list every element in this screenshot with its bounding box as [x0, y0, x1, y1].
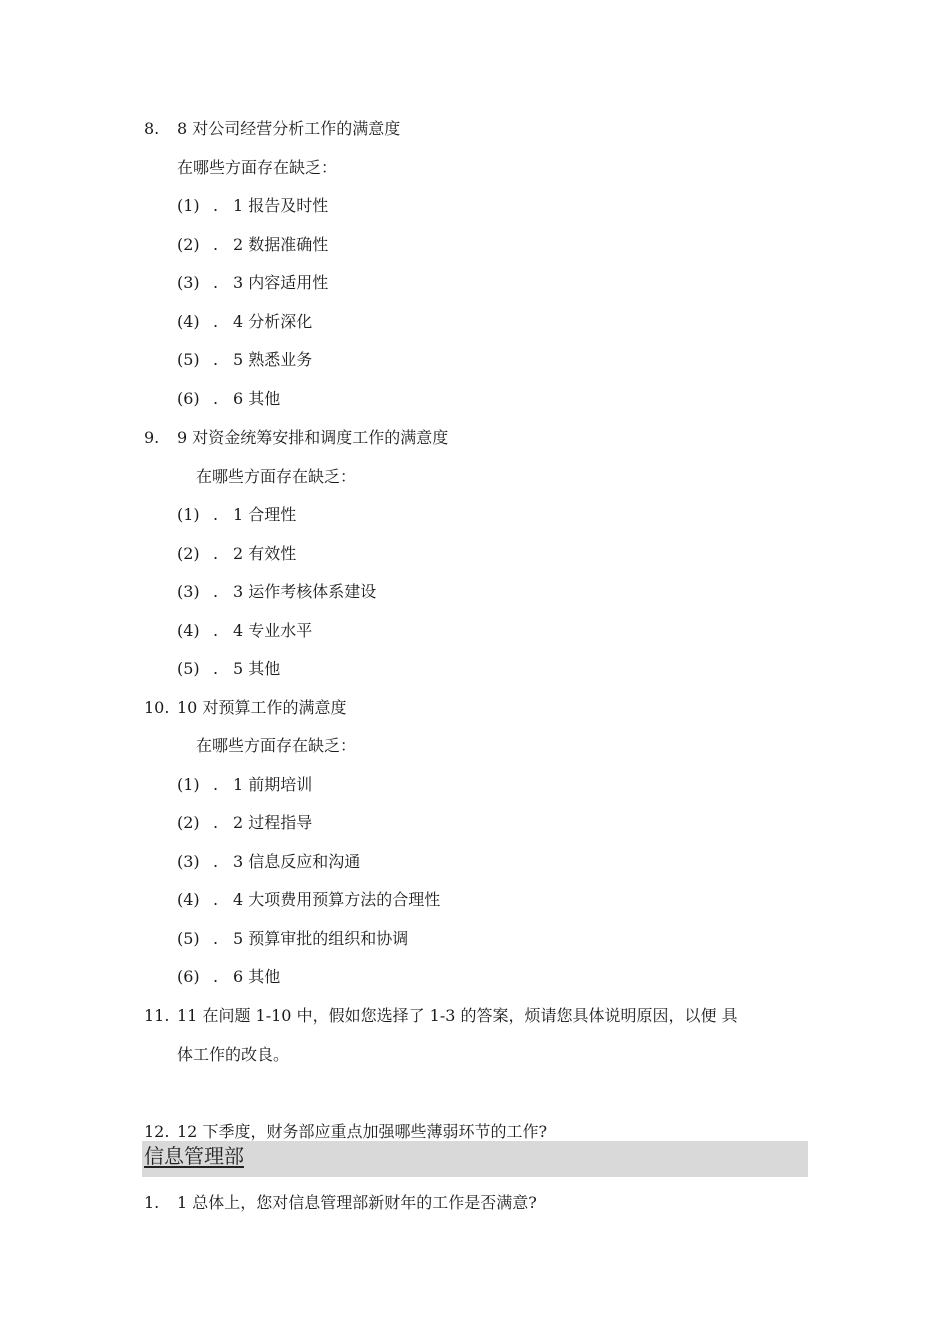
option-item: (5) . 5 熟悉业务 — [177, 350, 313, 369]
question-text: 9 对资金统筹安排和调度工作的满意度 — [177, 428, 449, 447]
lack-prompt: 在哪些方面存在缺乏： — [177, 158, 338, 177]
option-item: (3) . 3 运作考核体系建设 — [177, 582, 377, 601]
option-item: (3) . 3 信息反应和沟通 — [177, 852, 361, 871]
question-text: 12 下季度，财务部应重点加强哪些薄弱环节的工作? — [177, 1122, 548, 1141]
option-item: (6) . 6 其他 — [177, 389, 281, 408]
lack-prompt: 在哪些方面存在缺乏： — [196, 736, 357, 755]
option-item: (5) . 5 预算审批的组织和协调 — [177, 929, 409, 948]
option-item: (2) . 2 过程指导 — [177, 813, 313, 832]
question-number: 1. — [144, 1193, 160, 1212]
option-item: (2) . 2 有效性 — [177, 544, 297, 563]
option-item: (1) . 1 合理性 — [177, 505, 297, 524]
option-item: (4) . 4 专业水平 — [177, 621, 313, 640]
section-title: 信息管理部 — [144, 1144, 244, 1168]
question-text: 11 在问题 1-10 中，假如您选择了 1-3 的答案，烦请您具体说明原因，以便 具 — [177, 1006, 738, 1025]
option-item: (5) . 5 其他 — [177, 659, 281, 678]
question-number: 12. — [144, 1122, 170, 1141]
option-item: (1) . 1 前期培训 — [177, 775, 313, 794]
question-text: 10 对预算工作的满意度 — [177, 698, 347, 717]
question-text-continued: 体工作的改良。 — [177, 1045, 290, 1064]
option-item: (6) . 6 其他 — [177, 967, 281, 986]
question-number: 10. — [144, 698, 170, 717]
question-text: 8 对公司经营分析工作的满意度 — [177, 119, 401, 138]
question-number: 8. — [144, 119, 160, 138]
option-item: (2) . 2 数据准确性 — [177, 235, 329, 254]
lack-prompt: 在哪些方面存在缺乏： — [196, 467, 357, 486]
question-number: 9. — [144, 428, 160, 447]
question-text: 1 总体上，您对信息管理部新财年的工作是否满意? — [177, 1193, 537, 1212]
option-item: (1) . 1 报告及时性 — [177, 196, 329, 215]
option-item: (3) . 3 内容适用性 — [177, 273, 329, 292]
option-item: (4) . 4 大项费用预算方法的合理性 — [177, 890, 441, 909]
option-item: (4) . 4 分析深化 — [177, 312, 313, 331]
question-number: 11. — [144, 1006, 170, 1025]
